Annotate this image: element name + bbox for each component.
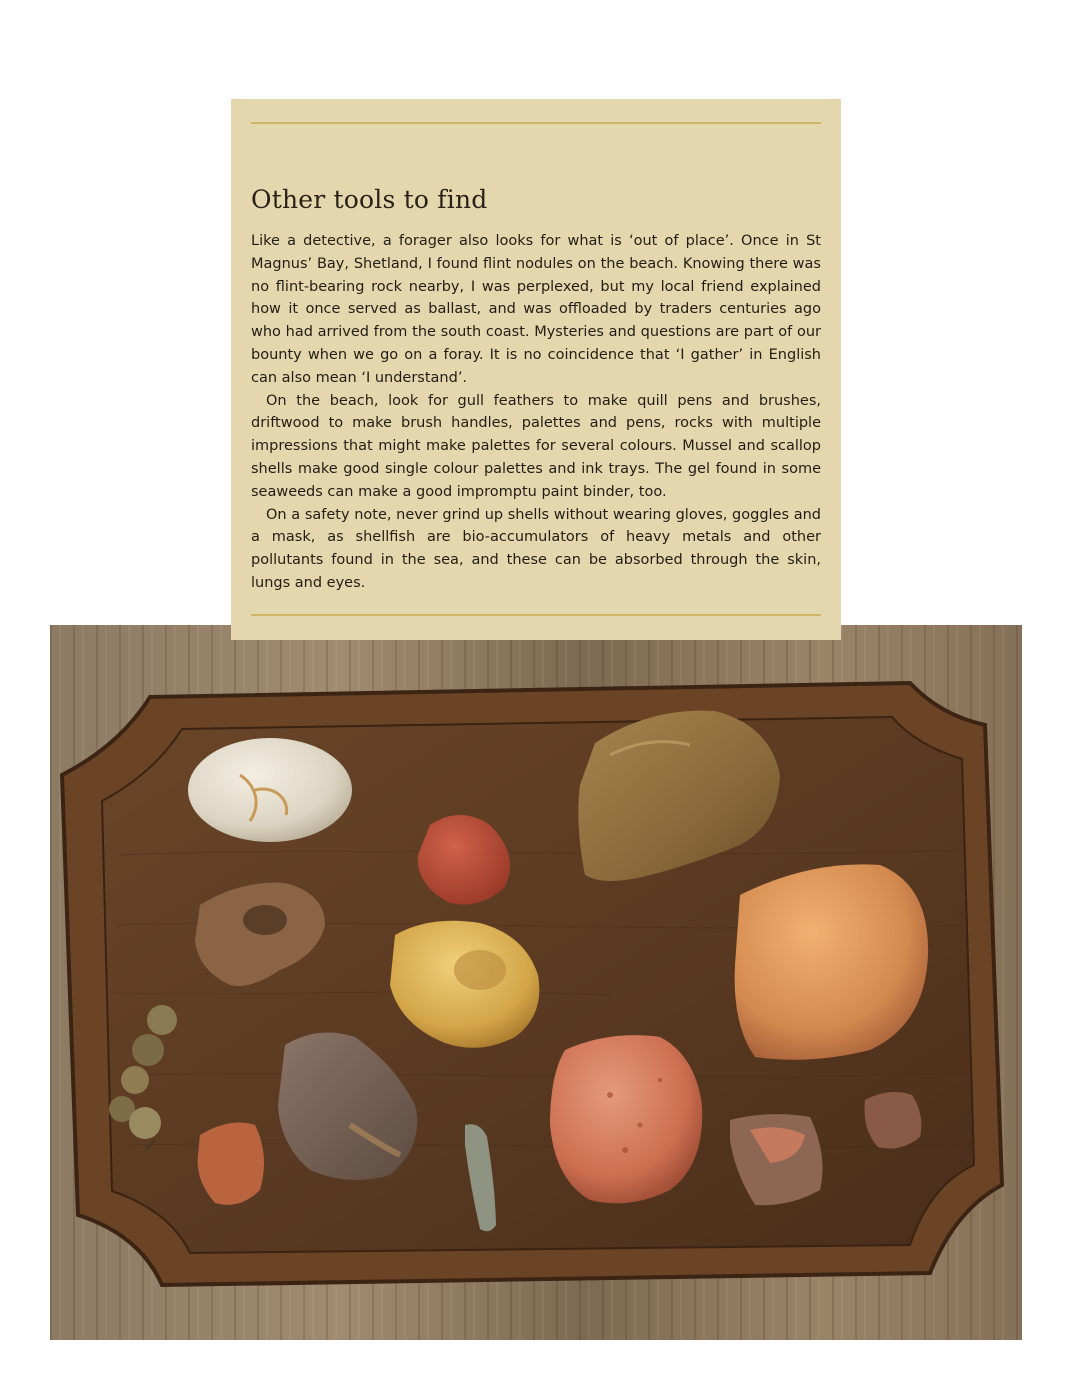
paragraph-3: On a safety note, never grind up shells without wearing gloves, goggles and a mask, as shellfish are bio-accumulators of heavy metals and other pollutants found in the sea, and these can be absorbed through the skin, lungs and eyes. <box>251 506 821 591</box>
top-divider <box>251 122 821 124</box>
sidebar-box <box>231 99 841 640</box>
brick-pebble <box>550 1035 702 1203</box>
sidebar-body <box>251 230 821 595</box>
stones-on-tray-illustration <box>50 625 1022 1340</box>
small-right-stone <box>865 1092 922 1149</box>
paragraph-2: On the beach, look for gull feathers to make quill pens and brushes, driftwood to make brush handles, palettes and pens, rocks with multiple impressions that might make palettes for several colours. Mussel and scallop shells make good single colour palettes and ink trays. The gel found in some seaweeds can make a good impromptu paint binder, too. <box>251 392 821 500</box>
paragraph-1: Like a detective, a forager also looks for what is ‘out of place’. Once in St Magnus’ Bay, Shetland, I found flint nodules on the beach. Knowing there was no flint-bearing rock nearby, I was perplexed, but my local friend explained how it once served as ballast, and was offloaded by traders centuries ago who had arrived from the south coast. Mysteries and questions are part of our bounty when we go on a foray. It is no coincidence that ‘I gather’ in English can also mean ‘I understand’. <box>251 233 821 386</box>
bottom-divider <box>251 614 821 616</box>
sidebar-heading: Other tools to find <box>251 185 488 214</box>
stones-photo <box>50 625 1022 1340</box>
terracotta-shard <box>198 1123 264 1205</box>
